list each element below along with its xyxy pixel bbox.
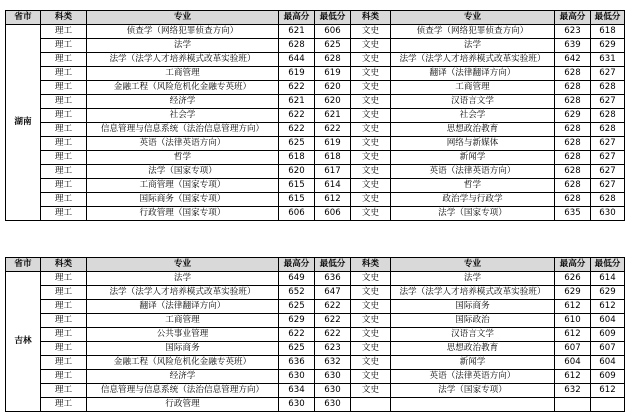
arts-category-cell: 文史 [351,137,391,151]
science-major-cell: 社会学 [87,109,279,123]
arts-min-score-cell: 631 [591,53,625,67]
arts-category-cell: 文史 [351,67,391,81]
science-min-score-cell: 619 [315,67,351,81]
table-row [6,384,625,398]
arts-category-cell: 文史 [351,370,391,384]
arts-min-score-cell: 607 [591,342,625,356]
science-category-cell: 理工 [41,384,87,398]
table-row [6,25,625,39]
science-category-cell: 理工 [41,39,87,53]
science-max-score-cell: 636 [279,356,315,370]
science-category-cell: 理工 [41,193,87,207]
table-row [6,67,625,81]
header-category: 科类 [41,258,87,272]
table-row [6,137,625,151]
arts-major-cell: 法学（法学人才培养模式改革实验班） [391,53,555,67]
table-row [6,314,625,328]
arts-category-cell: 文史 [351,123,391,137]
science-major-cell: 侦查学（网络犯罪侦查方向） [87,25,279,39]
science-major-cell: 信息管理与信息系统（法治信息管理方向） [87,384,279,398]
science-major-cell: 法学 [87,272,279,286]
science-min-score-cell: 632 [315,356,351,370]
science-max-score-cell: 625 [279,342,315,356]
arts-major-cell: 英语（法律英语方向） [391,370,555,384]
arts-major-cell: 网络与新媒体 [391,137,555,151]
science-category-cell: 理工 [41,81,87,95]
science-min-score-cell: 614 [315,179,351,193]
score-table-hunan [5,10,625,221]
science-major-cell: 法学（法学人才培养模式改革实验班） [87,53,279,67]
science-min-score-cell: 619 [315,137,351,151]
table-row [6,272,625,286]
arts-major-cell: 英语（法律英语方向） [391,165,555,179]
science-max-score-cell: 622 [279,328,315,342]
arts-major-cell: 法学 [391,39,555,53]
table-row [6,193,625,207]
arts-min-score-cell [591,398,625,412]
arts-category-cell: 文史 [351,286,391,300]
header-min: 最低分 [591,11,625,25]
arts-major-cell: 翻译（法律翻译方向） [391,67,555,81]
table-row [6,370,625,384]
header-max: 最高分 [555,258,591,272]
arts-category-cell: 文史 [351,179,391,193]
science-category-cell: 理工 [41,328,87,342]
header-major: 专业 [391,258,555,272]
arts-max-score-cell: 607 [555,342,591,356]
science-major-cell: 行政管理 [87,398,279,412]
arts-major-cell: 工商管理 [391,81,555,95]
arts-major-cell: 法学（国家专项） [391,207,555,221]
table-row [6,123,625,137]
arts-category-cell: 文史 [351,342,391,356]
science-max-score-cell: 628 [279,39,315,53]
table-body [6,25,625,221]
arts-category-cell: 文史 [351,53,391,67]
arts-max-score-cell: 612 [555,300,591,314]
science-max-score-cell: 606 [279,207,315,221]
science-min-score-cell: 623 [315,342,351,356]
science-major-cell: 经济学 [87,95,279,109]
arts-min-score-cell: 629 [591,39,625,53]
science-max-score-cell: 615 [279,179,315,193]
arts-major-cell: 新闻学 [391,151,555,165]
arts-major-cell: 新闻学 [391,356,555,370]
table-row [6,342,625,356]
arts-min-score-cell: 627 [591,151,625,165]
science-major-cell: 金融工程（风险危机化金融专英班） [87,356,279,370]
science-major-cell: 法学 [87,39,279,53]
table-row [6,179,625,193]
science-max-score-cell: 630 [279,370,315,384]
arts-min-score-cell: 630 [591,207,625,221]
science-category-cell: 理工 [41,342,87,356]
arts-max-score-cell: 639 [555,39,591,53]
arts-max-score-cell: 612 [555,328,591,342]
science-max-score-cell: 615 [279,193,315,207]
science-min-score-cell: 625 [315,39,351,53]
arts-min-score-cell: 609 [591,370,625,384]
header-max: 最高分 [555,11,591,25]
science-category-cell: 理工 [41,95,87,109]
science-max-score-cell: 621 [279,25,315,39]
arts-min-score-cell: 614 [591,272,625,286]
science-min-score-cell: 618 [315,151,351,165]
arts-major-cell: 政治学与行政学 [391,193,555,207]
arts-major-cell: 侦查学（网络犯罪侦查方向） [391,25,555,39]
science-category-cell: 理工 [41,123,87,137]
arts-category-cell: 文史 [351,81,391,95]
science-major-cell: 公共事业管理 [87,328,279,342]
table-row [6,109,625,123]
science-min-score-cell: 647 [315,286,351,300]
arts-category-cell: 文史 [351,207,391,221]
science-min-score-cell: 630 [315,370,351,384]
science-max-score-cell: 622 [279,123,315,137]
science-min-score-cell: 622 [315,123,351,137]
arts-major-cell [391,398,555,412]
science-max-score-cell: 622 [279,81,315,95]
science-max-score-cell: 652 [279,286,315,300]
science-min-score-cell: 630 [315,384,351,398]
arts-category-cell: 文史 [351,328,391,342]
arts-min-score-cell: 612 [591,384,625,398]
arts-category-cell: 文史 [351,272,391,286]
table-body [6,272,625,412]
province-cell: 湖南 [6,25,41,221]
arts-category-cell: 文史 [351,39,391,53]
header-category: 科类 [351,258,391,272]
arts-max-score-cell: 628 [555,137,591,151]
science-category-cell: 理工 [41,398,87,412]
arts-min-score-cell: 628 [591,193,625,207]
header-major: 专业 [87,258,279,272]
science-major-cell: 行政管理（国家专项） [87,207,279,221]
science-max-score-cell: 622 [279,109,315,123]
arts-major-cell: 汉语言文学 [391,328,555,342]
arts-max-score-cell: 628 [555,95,591,109]
header-max: 最高分 [279,258,315,272]
arts-max-score-cell: 628 [555,165,591,179]
science-max-score-cell: 630 [279,398,315,412]
arts-major-cell: 国际商务 [391,300,555,314]
arts-max-score-cell: 612 [555,370,591,384]
arts-category-cell: 文史 [351,151,391,165]
science-major-cell: 金融工程（风险危机化金融专英班） [87,81,279,95]
science-min-score-cell: 622 [315,314,351,328]
table-header-row [6,11,625,25]
science-min-score-cell: 620 [315,81,351,95]
arts-major-cell: 国际政治 [391,314,555,328]
table-row [6,300,625,314]
header-major: 专业 [87,11,279,25]
table-row [6,81,625,95]
arts-major-cell: 法学（国家专项） [391,384,555,398]
science-category-cell: 理工 [41,286,87,300]
science-max-score-cell: 634 [279,384,315,398]
table-row [6,398,625,412]
science-min-score-cell: 630 [315,398,351,412]
science-max-score-cell: 619 [279,67,315,81]
header-min: 最低分 [591,258,625,272]
science-max-score-cell: 618 [279,151,315,165]
science-major-cell: 信息管理与信息系统（法治信息管理方向） [87,123,279,137]
arts-min-score-cell: 627 [591,137,625,151]
science-category-cell: 理工 [41,137,87,151]
arts-max-score-cell: 628 [555,81,591,95]
arts-max-score-cell: 628 [555,67,591,81]
science-min-score-cell: 606 [315,207,351,221]
science-major-cell: 经济学 [87,370,279,384]
science-max-score-cell: 620 [279,165,315,179]
arts-max-score-cell: 626 [555,272,591,286]
arts-max-score-cell: 623 [555,25,591,39]
arts-category-cell: 文史 [351,95,391,109]
arts-major-cell: 法学（法学人才培养模式改革实验班） [391,286,555,300]
science-category-cell: 理工 [41,272,87,286]
header-category: 科类 [41,11,87,25]
arts-major-cell: 思想政治教育 [391,342,555,356]
science-category-cell: 理工 [41,165,87,179]
arts-min-score-cell: 627 [591,95,625,109]
science-major-cell: 工商管理 [87,67,279,81]
table-header-row [6,258,625,272]
science-category-cell: 理工 [41,67,87,81]
arts-max-score-cell: 628 [555,179,591,193]
science-major-cell: 国际商务（国家专项） [87,193,279,207]
science-major-cell: 法学（法学人才培养模式改革实验班） [87,286,279,300]
science-min-score-cell: 617 [315,165,351,179]
header-min: 最低分 [315,258,351,272]
table-row [6,286,625,300]
arts-min-score-cell: 628 [591,123,625,137]
header-province: 省市 [6,11,41,25]
arts-max-score-cell: 628 [555,151,591,165]
arts-max-score-cell: 632 [555,384,591,398]
science-min-score-cell: 606 [315,25,351,39]
science-category-cell: 理工 [41,179,87,193]
science-major-cell: 英语（法律英语方向） [87,137,279,151]
header-province: 省市 [6,258,41,272]
arts-category-cell [351,398,391,412]
province-cell: 吉林 [6,272,41,412]
science-major-cell: 国际商务 [87,342,279,356]
science-min-score-cell: 622 [315,300,351,314]
science-major-cell: 翻译（法律翻译方向） [87,300,279,314]
science-max-score-cell: 644 [279,53,315,67]
science-category-cell: 理工 [41,370,87,384]
arts-category-cell: 文史 [351,165,391,179]
arts-category-cell: 文史 [351,384,391,398]
science-max-score-cell: 625 [279,300,315,314]
arts-max-score-cell: 604 [555,356,591,370]
table-row [6,151,625,165]
arts-category-cell: 文史 [351,314,391,328]
science-major-cell: 工商管理（国家专项） [87,179,279,193]
arts-min-score-cell: 612 [591,300,625,314]
table-row [6,356,625,370]
science-max-score-cell: 625 [279,137,315,151]
science-min-score-cell: 636 [315,272,351,286]
science-category-cell: 理工 [41,314,87,328]
arts-min-score-cell: 604 [591,356,625,370]
header-min: 最低分 [315,11,351,25]
arts-category-cell: 文史 [351,109,391,123]
header-major: 专业 [391,11,555,25]
arts-category-cell: 文史 [351,300,391,314]
arts-category-cell: 文史 [351,193,391,207]
table-row [6,39,625,53]
science-min-score-cell: 621 [315,109,351,123]
science-min-score-cell: 612 [315,193,351,207]
table-row [6,207,625,221]
science-category-cell: 理工 [41,207,87,221]
arts-max-score-cell: 642 [555,53,591,67]
header-category: 科类 [351,11,391,25]
science-min-score-cell: 628 [315,53,351,67]
arts-min-score-cell: 618 [591,25,625,39]
table-row [6,53,625,67]
arts-max-score-cell: 629 [555,109,591,123]
arts-major-cell: 哲学 [391,179,555,193]
science-major-cell: 工商管理 [87,314,279,328]
science-max-score-cell: 649 [279,272,315,286]
arts-max-score-cell: 629 [555,286,591,300]
arts-min-score-cell: 604 [591,314,625,328]
header-max: 最高分 [279,11,315,25]
arts-major-cell: 法学 [391,272,555,286]
arts-min-score-cell: 609 [591,328,625,342]
science-category-cell: 理工 [41,151,87,165]
table-row [6,165,625,179]
science-category-cell: 理工 [41,53,87,67]
table-row [6,95,625,109]
science-category-cell: 理工 [41,109,87,123]
score-table-jilin [5,257,625,412]
arts-min-score-cell: 627 [591,165,625,179]
arts-category-cell: 文史 [351,356,391,370]
arts-max-score-cell [555,398,591,412]
science-major-cell: 法学（国家专项） [87,165,279,179]
science-max-score-cell: 629 [279,314,315,328]
science-category-cell: 理工 [41,356,87,370]
arts-min-score-cell: 628 [591,81,625,95]
arts-min-score-cell: 627 [591,179,625,193]
science-min-score-cell: 620 [315,95,351,109]
arts-major-cell: 汉语言文学 [391,95,555,109]
science-category-cell: 理工 [41,300,87,314]
arts-max-score-cell: 610 [555,314,591,328]
science-min-score-cell: 622 [315,328,351,342]
arts-max-score-cell: 628 [555,123,591,137]
arts-min-score-cell: 628 [591,109,625,123]
arts-major-cell: 思想政治教育 [391,123,555,137]
table-row [6,328,625,342]
arts-category-cell: 文史 [351,25,391,39]
arts-min-score-cell: 629 [591,286,625,300]
science-major-cell: 哲学 [87,151,279,165]
arts-major-cell: 社会学 [391,109,555,123]
arts-max-score-cell: 635 [555,207,591,221]
arts-min-score-cell: 627 [591,67,625,81]
science-max-score-cell: 621 [279,95,315,109]
arts-max-score-cell: 628 [555,193,591,207]
science-category-cell: 理工 [41,25,87,39]
